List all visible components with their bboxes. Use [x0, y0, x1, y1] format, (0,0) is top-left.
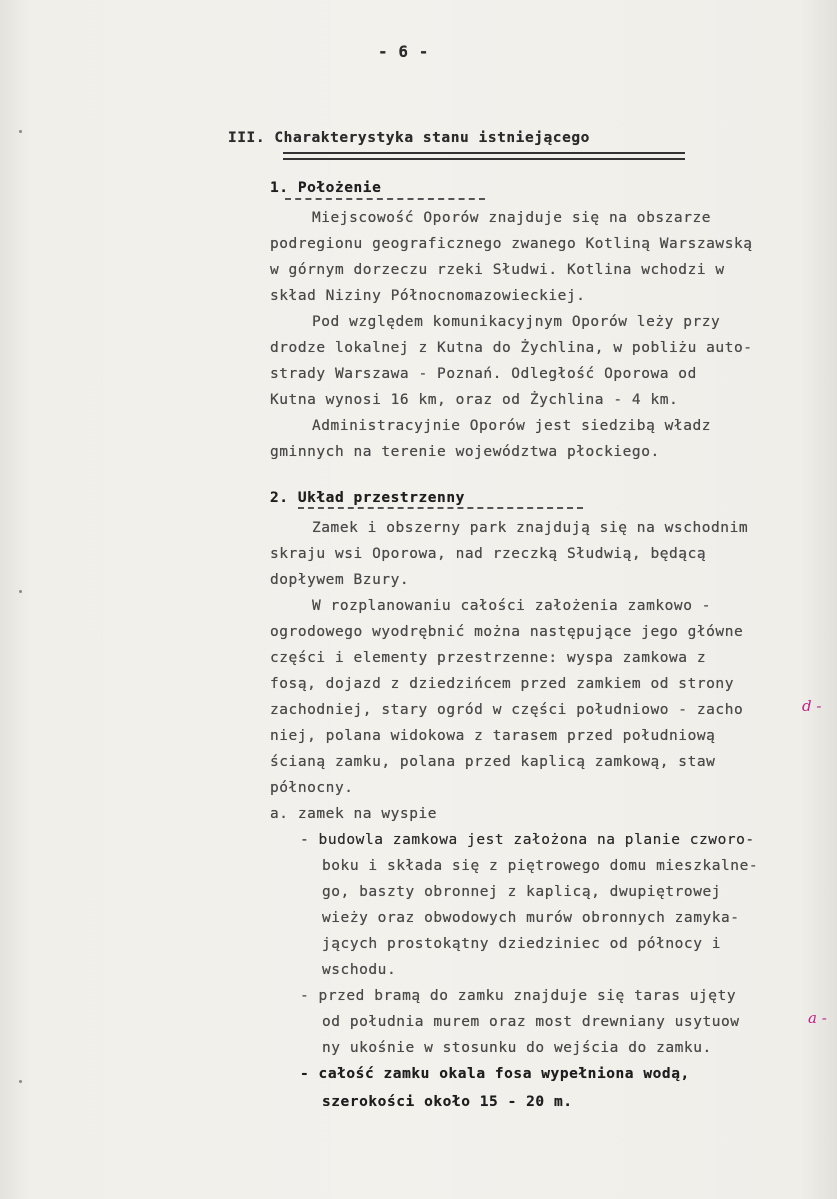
text-line: części i elementy przestrzenne: wyspa zamkowa z	[270, 650, 707, 666]
subsection-heading-underline	[285, 198, 485, 200]
punch-mark	[19, 590, 22, 593]
list-item-label: a. zamek na wyspie	[270, 806, 438, 822]
text-line: zachodniej, stary ogród w części południowo - zacho	[270, 702, 744, 718]
text-line: gminnych na terenie województwa płockiego.	[270, 444, 660, 460]
punch-mark	[19, 130, 22, 133]
text-line: strady Warszawa - Poznań. Odległość Oporowa od	[270, 366, 697, 382]
punch-mark	[19, 1080, 22, 1083]
text-line: Zamek i obszerny park znajdują się na wschodnim	[312, 520, 749, 536]
section-heading: III. Charakterystyka stanu istniejącego	[228, 130, 590, 146]
text-line: podregionu geograficznego zwanego Kotliną Warszawską	[270, 236, 753, 252]
text-line: Administracyjnie Oporów jest siedzibą władz	[312, 418, 712, 434]
text-line: Kutna wynosi 16 km, oraz od Żychlina - 4 km.	[270, 392, 679, 408]
subsection-heading: 1. Położenie	[270, 180, 382, 196]
text-line: Miejscowość Oporów znajduje się na obszarze	[312, 210, 712, 226]
text-line: ścianą zamku, polana przed kaplicą zamkową, staw	[270, 754, 716, 770]
bullet-line: go, baszty obronnej z kaplicą, dwupiętrowej	[322, 884, 722, 900]
text-line: skład Niziny Północnomazowieckiej.	[270, 288, 586, 304]
pen-correction-mark: a -	[808, 1009, 827, 1027]
bullet-line: - budowla zamkowa jest założona na planie czworo-	[300, 832, 755, 848]
text-line: Pod względem komunikacyjnym Oporów leży przy	[312, 314, 721, 330]
subsection-heading: 2. Układ przestrzenny	[270, 490, 465, 506]
text-line: ogrodowego wyodrębnić można następujące jego główne	[270, 624, 744, 640]
bullet-line: - całość zamku okala fosa wypełniona wodą,	[300, 1066, 690, 1082]
text-line: północny.	[270, 780, 354, 796]
text-line: W rozplanowaniu całości założenia zamkowo -	[312, 598, 712, 614]
heading-double-underline	[283, 152, 685, 160]
text-line: w górnym dorzeczu rzeki Słudwi. Kotlina wchodzi w	[270, 262, 725, 278]
bullet-line: wieży oraz obwodowych murów obronnych zamyka-	[322, 910, 740, 926]
page-number: - 6 -	[378, 42, 429, 61]
bullet-line: jących prostokątny dziedziniec od północy i	[322, 936, 722, 952]
text-line: skraju wsi Oporowa, nad rzeczką Słudwią, będącą	[270, 546, 707, 562]
bullet-line: - przed bramą do zamku znajduje się taras ujęty	[300, 988, 737, 1004]
bullet-line: ny ukośnie w stosunku do wejścia do zamku.	[322, 1040, 712, 1056]
bullet-line: od południa murem oraz most drewniany usytuow	[322, 1014, 740, 1030]
bullet-line: szerokości około 15 - 20 m.	[322, 1094, 573, 1110]
bullet-line: wschodu.	[322, 962, 397, 978]
subsection-heading-underline	[298, 507, 583, 509]
text-line: drodze lokalnej z Kutna do Żychlina, w pobliżu auto-	[270, 340, 753, 356]
text-line: dopływem Bzury.	[270, 572, 410, 588]
bullet-line: boku i składa się z piętrowego domu mieszkalne-	[322, 858, 759, 874]
text-line: niej, polana widokowa z tarasem przed południową	[270, 728, 716, 744]
pen-correction-mark: d -	[802, 697, 822, 715]
text-line: fosą, dojazd z dziedzińcem przed zamkiem od strony	[270, 676, 734, 692]
